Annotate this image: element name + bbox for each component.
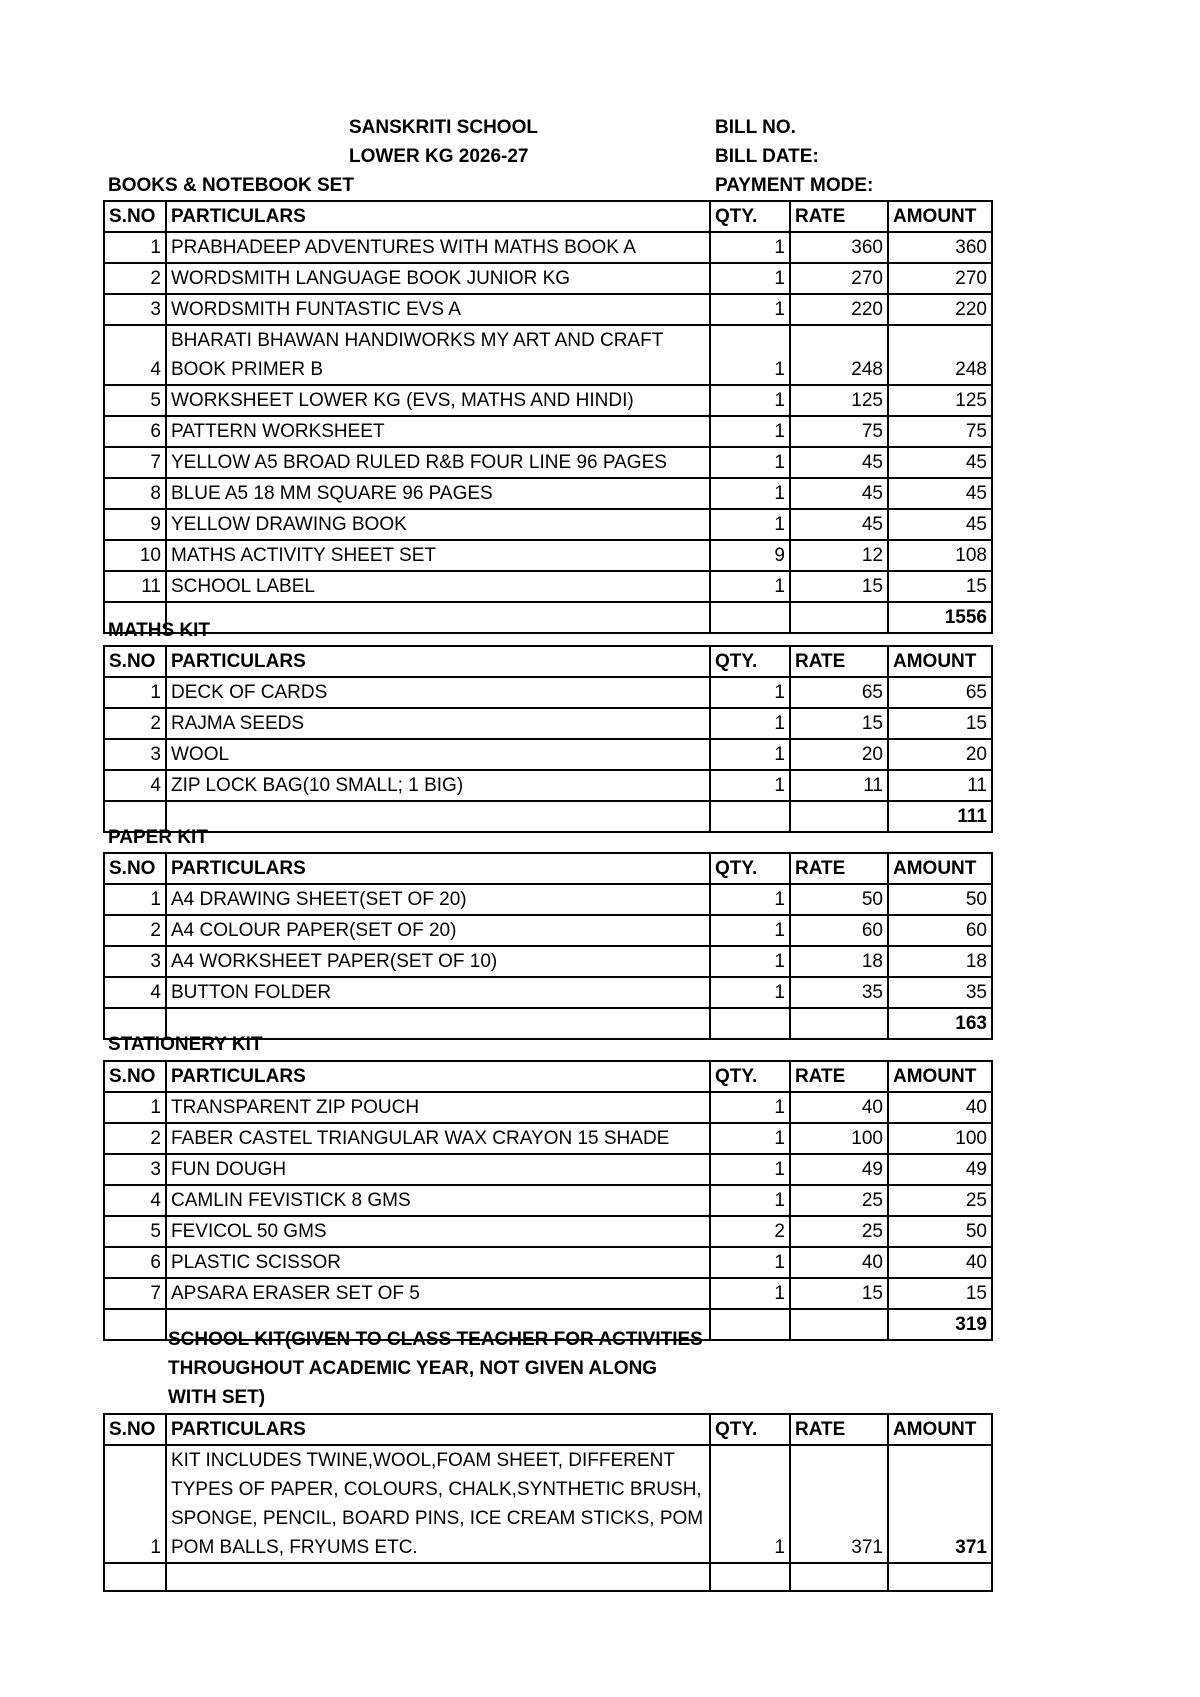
row-qty: 1 xyxy=(710,884,790,915)
row-rate: 15 xyxy=(790,1278,888,1309)
col-particulars-header: PARTICULARS xyxy=(166,853,710,884)
row-qty: 1 xyxy=(710,1154,790,1185)
table-header-row xyxy=(104,853,992,884)
row-rate: 40 xyxy=(790,1092,888,1123)
empty-cell xyxy=(888,1563,992,1591)
empty-cell xyxy=(790,602,888,633)
row-particulars: ZIP LOCK BAG(10 SMALL; 1 BIG) xyxy=(166,770,710,801)
row-amount: 50 xyxy=(888,1216,992,1247)
row-qty: 1 xyxy=(710,1185,790,1216)
school-kit-title: SCHOOL KIT(GIVEN TO CLASS TEACHER FOR ACTIVITIES THROUGHOUT ACADEMIC YEAR, NOT GIVEN ALONG WITH SET) xyxy=(168,1329,703,1408)
col-amount-header: AMOUNT xyxy=(888,1414,992,1445)
row-sno: 4 xyxy=(104,325,166,385)
row-rate: 25 xyxy=(790,1216,888,1247)
row-qty: 1 xyxy=(710,447,790,478)
row-sno: 5 xyxy=(104,1216,166,1247)
row-rate: 360 xyxy=(790,232,888,263)
table-row xyxy=(104,325,992,385)
row-qty: 9 xyxy=(710,540,790,571)
row-particulars: A4 WORKSHEET PAPER(SET OF 10) xyxy=(166,946,710,977)
row-rate: 15 xyxy=(790,708,888,739)
empty-cell xyxy=(710,602,790,633)
row-sno: 2 xyxy=(104,1123,166,1154)
col-qty-header: QTY. xyxy=(710,201,790,232)
table-row xyxy=(104,232,992,263)
row-particulars: BLUE A5 18 MM SQUARE 96 PAGES xyxy=(166,478,710,509)
row-sno: 1 xyxy=(104,884,166,915)
row-sno: 2 xyxy=(104,915,166,946)
row-sno: 8 xyxy=(104,478,166,509)
row-qty: 1 xyxy=(710,571,790,602)
row-sno: 1 xyxy=(104,232,166,263)
col-particulars-header: PARTICULARS xyxy=(166,1414,710,1445)
row-amount: 11 xyxy=(888,770,992,801)
row-amount: 50 xyxy=(888,884,992,915)
row-qty: 1 xyxy=(710,770,790,801)
row-amount: 100 xyxy=(888,1123,992,1154)
total-row xyxy=(104,801,992,832)
row-particulars: PATTERN WORKSHEET xyxy=(166,416,710,447)
table-row xyxy=(104,1092,992,1123)
col-particulars-header: PARTICULARS xyxy=(166,646,710,677)
row-qty: 1 xyxy=(710,1092,790,1123)
row-particulars: WORKSHEET LOWER KG (EVS, MATHS AND HINDI) xyxy=(166,385,710,416)
row-sno: 6 xyxy=(104,416,166,447)
table-header-row xyxy=(104,1061,992,1092)
col-sno-header: S.NO xyxy=(104,646,166,677)
col-qty-header: QTY. xyxy=(710,1414,790,1445)
row-amount: 45 xyxy=(888,447,992,478)
row-sno: 1 xyxy=(104,1092,166,1123)
row-sno: 3 xyxy=(104,739,166,770)
stationery-kit-table xyxy=(103,1060,993,1341)
row-amount: 15 xyxy=(888,708,992,739)
table-row xyxy=(104,708,992,739)
row-qty: 1 xyxy=(710,509,790,540)
row-sno: 3 xyxy=(104,946,166,977)
row-rate: 60 xyxy=(790,915,888,946)
table-row xyxy=(104,571,992,602)
section-total: 111 xyxy=(888,801,992,832)
row-sno: 11 xyxy=(104,571,166,602)
col-amount-header: AMOUNT xyxy=(888,853,992,884)
row-rate: 49 xyxy=(790,1154,888,1185)
row-rate: 45 xyxy=(790,509,888,540)
empty-cell xyxy=(790,1563,888,1591)
col-qty-header: QTY. xyxy=(710,853,790,884)
table-row xyxy=(104,770,992,801)
empty-row xyxy=(104,1563,992,1591)
row-particulars: APSARA ERASER SET OF 5 xyxy=(166,1278,710,1309)
row-rate: 270 xyxy=(790,263,888,294)
table-row xyxy=(104,977,992,1008)
row-amount: 371 xyxy=(888,1445,992,1563)
table-row xyxy=(104,1154,992,1185)
table-row xyxy=(104,1123,992,1154)
row-qty: 1 xyxy=(710,1123,790,1154)
table-row xyxy=(104,739,992,770)
section-title: STATIONERY KIT xyxy=(108,1034,263,1055)
row-amount: 360 xyxy=(888,232,992,263)
table-row xyxy=(104,915,992,946)
col-rate-header: RATE xyxy=(790,853,888,884)
row-particulars: BHARATI BHAWAN HANDIWORKS MY ART AND CRAFT BOOK PRIMER B xyxy=(166,325,710,385)
maths-kit-table xyxy=(103,645,993,833)
col-particulars-header: PARTICULARS xyxy=(166,201,710,232)
row-qty: 1 xyxy=(710,294,790,325)
row-qty: 1 xyxy=(710,1247,790,1278)
row-qty: 1 xyxy=(710,977,790,1008)
section-title: BOOKS & NOTEBOOK SET xyxy=(108,175,354,196)
section-total: 163 xyxy=(888,1008,992,1039)
row-particulars: MATHS ACTIVITY SHEET SET xyxy=(166,540,710,571)
row-qty: 1 xyxy=(710,677,790,708)
row-rate: 220 xyxy=(790,294,888,325)
table-row xyxy=(104,884,992,915)
row-rate: 40 xyxy=(790,1247,888,1278)
row-sno: 3 xyxy=(104,294,166,325)
col-sno-header: S.NO xyxy=(104,1061,166,1092)
row-rate: 20 xyxy=(790,739,888,770)
row-particulars: FEVICOL 50 GMS xyxy=(166,1216,710,1247)
row-amount: 60 xyxy=(888,915,992,946)
col-amount-header: AMOUNT xyxy=(888,201,992,232)
row-rate: 45 xyxy=(790,478,888,509)
col-rate-header: RATE xyxy=(790,1061,888,1092)
col-particulars-header: PARTICULARS xyxy=(166,1061,710,1092)
col-qty-header: QTY. xyxy=(710,646,790,677)
col-rate-header: RATE xyxy=(790,201,888,232)
row-qty: 1 xyxy=(710,325,790,385)
row-amount: 45 xyxy=(888,509,992,540)
row-sno: 1 xyxy=(104,677,166,708)
row-sno: 1 xyxy=(104,1445,166,1563)
section-total: 1556 xyxy=(888,602,992,633)
row-particulars: PRABHADEEP ADVENTURES WITH MATHS BOOK A xyxy=(166,232,710,263)
row-amount: 49 xyxy=(888,1154,992,1185)
row-rate: 15 xyxy=(790,571,888,602)
empty-cell xyxy=(710,1563,790,1591)
table-row xyxy=(104,509,992,540)
table-row xyxy=(104,416,992,447)
payment-mode-label: PAYMENT MODE: xyxy=(715,175,874,196)
row-particulars: FUN DOUGH xyxy=(166,1154,710,1185)
row-particulars: A4 DRAWING SHEET(SET OF 20) xyxy=(166,884,710,915)
row-qty: 1 xyxy=(710,416,790,447)
row-particulars: A4 COLOUR PAPER(SET OF 20) xyxy=(166,915,710,946)
row-rate: 100 xyxy=(790,1123,888,1154)
section-title: MATHS KIT xyxy=(108,620,211,641)
empty-cell xyxy=(790,801,888,832)
row-amount: 108 xyxy=(888,540,992,571)
table-row xyxy=(104,1185,992,1216)
row-particulars: FABER CASTEL TRIANGULAR WAX CRAYON 15 SHADE xyxy=(166,1123,710,1154)
row-particulars: YELLOW DRAWING BOOK xyxy=(166,509,710,540)
col-sno-header: S.NO xyxy=(104,1414,166,1445)
paper-kit-table xyxy=(103,852,993,1040)
row-amount: 40 xyxy=(888,1247,992,1278)
col-amount-header: AMOUNT xyxy=(888,646,992,677)
row-sno: 10 xyxy=(104,540,166,571)
class-year: LOWER KG 2026-27 xyxy=(349,146,529,167)
row-particulars: WORDSMITH FUNTASTIC EVS A xyxy=(166,294,710,325)
row-amount: 35 xyxy=(888,977,992,1008)
table-row xyxy=(104,1247,992,1278)
row-particulars: SCHOOL LABEL xyxy=(166,571,710,602)
row-rate: 75 xyxy=(790,416,888,447)
row-rate: 35 xyxy=(790,977,888,1008)
empty-cell xyxy=(166,1563,710,1591)
table-header-row xyxy=(104,201,992,232)
table-row xyxy=(104,263,992,294)
row-qty: 1 xyxy=(710,385,790,416)
col-rate-header: RATE xyxy=(790,646,888,677)
row-particulars: WORDSMITH LANGUAGE BOOK JUNIOR KG xyxy=(166,263,710,294)
row-sno: 2 xyxy=(104,263,166,294)
row-particulars: KIT INCLUDES TWINE,WOOL,FOAM SHEET, DIFFERENT TYPES OF PAPER, COLOURS, CHALK,SYNTHETIC BRUSH, SPONGE, PENCIL, BOARD PINS, ICE CREAM STICKS, POM POM BALLS, FRYUMS ETC. xyxy=(166,1445,710,1563)
empty-cell xyxy=(790,1008,888,1039)
section-total: 319 xyxy=(888,1309,992,1340)
row-amount: 220 xyxy=(888,294,992,325)
row-amount: 20 xyxy=(888,739,992,770)
row-rate: 12 xyxy=(790,540,888,571)
row-particulars: RAJMA SEEDS xyxy=(166,708,710,739)
col-sno-header: S.NO xyxy=(104,201,166,232)
row-sno: 4 xyxy=(104,977,166,1008)
row-rate: 18 xyxy=(790,946,888,977)
table-row xyxy=(104,677,992,708)
row-amount: 248 xyxy=(888,325,992,385)
row-rate: 50 xyxy=(790,884,888,915)
row-rate: 25 xyxy=(790,1185,888,1216)
row-particulars: YELLOW A5 BROAD RULED R&B FOUR LINE 96 PAGES xyxy=(166,447,710,478)
row-qty: 2 xyxy=(710,1216,790,1247)
books-table xyxy=(103,200,993,634)
table-header-row xyxy=(104,1414,992,1445)
empty-cell xyxy=(104,1309,166,1340)
row-particulars: DECK OF CARDS xyxy=(166,677,710,708)
col-amount-header: AMOUNT xyxy=(888,1061,992,1092)
school-kit-table xyxy=(103,1413,993,1592)
row-amount: 270 xyxy=(888,263,992,294)
row-qty: 1 xyxy=(710,232,790,263)
row-sno: 6 xyxy=(104,1247,166,1278)
school-name: SANSKRITI SCHOOL xyxy=(349,117,538,138)
row-sno: 2 xyxy=(104,708,166,739)
row-particulars: BUTTON FOLDER xyxy=(166,977,710,1008)
row-particulars: WOOL xyxy=(166,739,710,770)
row-sno: 4 xyxy=(104,770,166,801)
table-row xyxy=(104,385,992,416)
row-amount: 25 xyxy=(888,1185,992,1216)
empty-cell xyxy=(710,1008,790,1039)
empty-cell xyxy=(104,1563,166,1591)
row-sno: 5 xyxy=(104,385,166,416)
row-rate: 65 xyxy=(790,677,888,708)
row-qty: 1 xyxy=(710,708,790,739)
bill-date-label: BILL DATE: xyxy=(715,146,819,167)
table-row xyxy=(104,478,992,509)
row-sno: 7 xyxy=(104,1278,166,1309)
row-rate: 248 xyxy=(790,325,888,385)
row-particulars: CAMLIN FEVISTICK 8 GMS xyxy=(166,1185,710,1216)
row-particulars: PLASTIC SCISSOR xyxy=(166,1247,710,1278)
row-sno: 9 xyxy=(104,509,166,540)
row-amount: 18 xyxy=(888,946,992,977)
col-rate-header: RATE xyxy=(790,1414,888,1445)
row-sno: 3 xyxy=(104,1154,166,1185)
empty-cell xyxy=(710,801,790,832)
row-qty: 1 xyxy=(710,739,790,770)
table-row xyxy=(104,1445,992,1563)
row-amount: 75 xyxy=(888,416,992,447)
row-rate: 125 xyxy=(790,385,888,416)
row-rate: 371 xyxy=(790,1445,888,1563)
row-sno: 7 xyxy=(104,447,166,478)
row-rate: 11 xyxy=(790,770,888,801)
row-amount: 15 xyxy=(888,1278,992,1309)
row-qty: 1 xyxy=(710,263,790,294)
row-particulars: TRANSPARENT ZIP POUCH xyxy=(166,1092,710,1123)
table-header-row xyxy=(104,646,992,677)
row-amount: 15 xyxy=(888,571,992,602)
table-row xyxy=(104,1216,992,1247)
row-amount: 40 xyxy=(888,1092,992,1123)
row-amount: 125 xyxy=(888,385,992,416)
section-title: PAPER KIT xyxy=(108,827,208,848)
bill-no-label: BILL NO. xyxy=(715,117,796,138)
row-qty: 1 xyxy=(710,946,790,977)
row-amount: 65 xyxy=(888,677,992,708)
row-qty: 1 xyxy=(710,478,790,509)
col-sno-header: S.NO xyxy=(104,853,166,884)
table-row xyxy=(104,294,992,325)
table-row xyxy=(104,540,992,571)
row-amount: 45 xyxy=(888,478,992,509)
row-rate: 45 xyxy=(790,447,888,478)
empty-cell xyxy=(710,1309,790,1340)
table-row xyxy=(104,1278,992,1309)
table-row xyxy=(104,946,992,977)
row-qty: 1 xyxy=(710,915,790,946)
empty-cell xyxy=(166,801,710,832)
row-qty: 1 xyxy=(710,1278,790,1309)
total-row xyxy=(104,602,992,633)
col-qty-header: QTY. xyxy=(710,1061,790,1092)
empty-cell xyxy=(166,602,710,633)
table-row xyxy=(104,447,992,478)
row-sno: 4 xyxy=(104,1185,166,1216)
empty-cell xyxy=(790,1309,888,1340)
row-qty: 1 xyxy=(710,1445,790,1563)
